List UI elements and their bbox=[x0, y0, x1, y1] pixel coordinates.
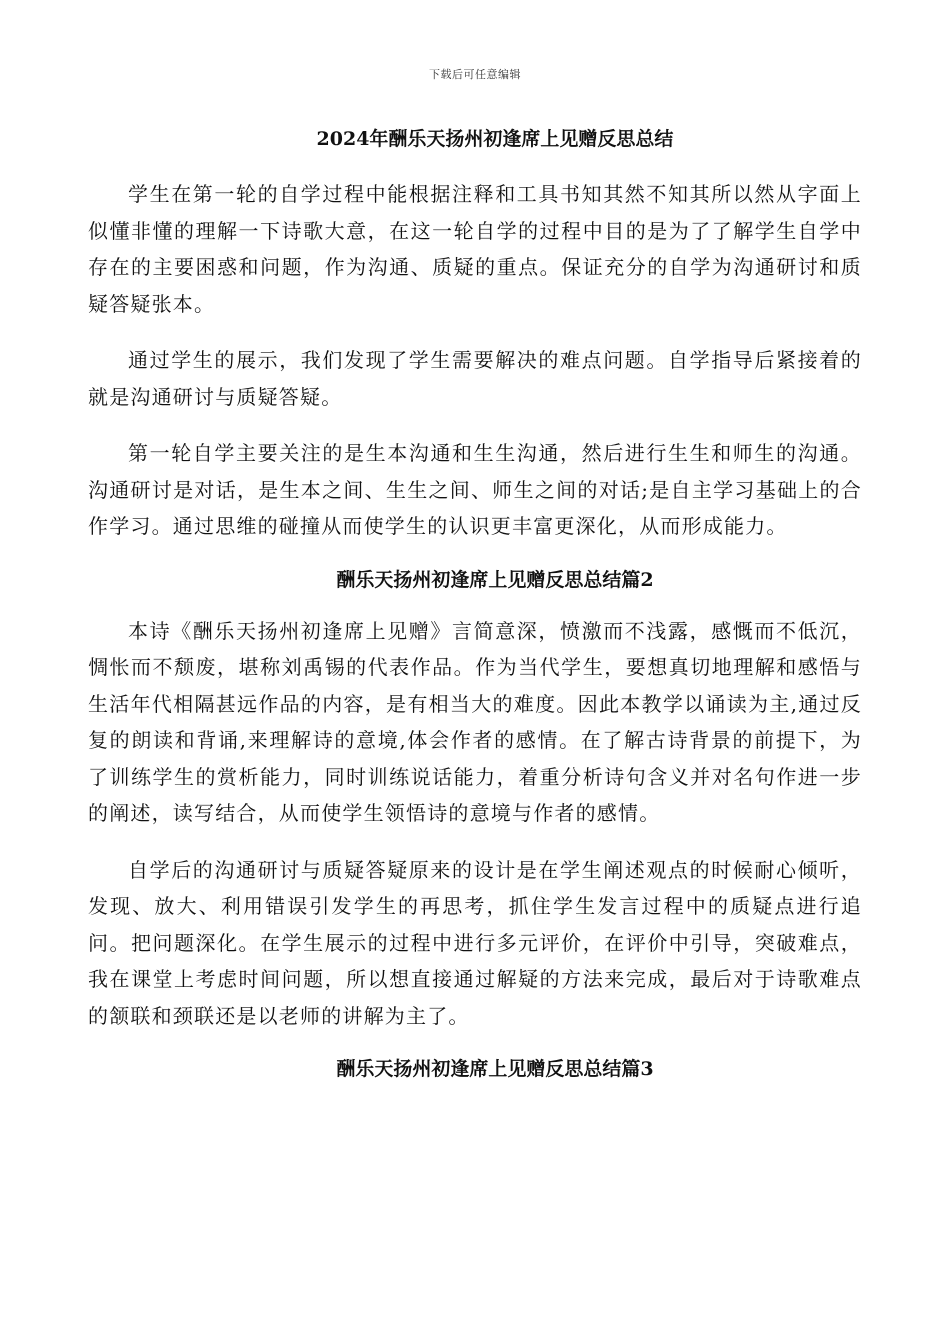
paragraph: 学生在第一轮的自学过程中能根据注释和工具书知其然不知其所以然从字面上似懂非懂的理解一下诗歌大意，在这一轮自学的过程中目的是为了了解学生自学中存在的主要困惑和问题，作为沟通、质疑的重点。保证充分的自学为沟通研讨和质疑答疑张本。 bbox=[88, 182, 862, 316]
paragraph: 第一轮自学主要关注的是生本沟通和生生沟通，然后进行生生和师生的沟通。沟通研讨是对话，是生本之间、生生之间、师生之间的对话;是自主学习基础上的合作学习。通过思维的碰撞从而使学生的认识更丰富更深化，从而形成能力。 bbox=[88, 441, 862, 538]
document-title: 2024年酬乐天扬州初逢席上见赠反思总结 bbox=[316, 128, 674, 150]
section-heading-2: 酬乐天扬州初逢席上见赠反思总结篇2 bbox=[336, 568, 654, 591]
paragraph: 通过学生的展示，我们发现了学生需要解决的难点问题。自学指导后紧接着的就是沟通研讨与质疑答疑。 bbox=[88, 348, 862, 409]
paragraph: 自学后的沟通研讨与质疑答疑原来的设计是在学生阐述观点的时候耐心倾听，发现、放大、利用错误引发学生的再思考，抓住学生发言过程中的质疑点进行追问。把问题深化。在学生展示的过程中进行多元评价，在评价中引导，突破难点，我在课堂上考虑时间问题，所以想直接通过解疑的方法来完成，最后对于诗歌难点的颔联和颈联还是以老师的讲解为主了。 bbox=[88, 857, 862, 1028]
header-note: 下载后可任意编辑 bbox=[429, 68, 521, 81]
section-heading-3: 酬乐天扬州初逢席上见赠反思总结篇3 bbox=[336, 1058, 654, 1080]
document-body bbox=[88, 124, 862, 1102]
paragraph: 本诗《酬乐天扬州初逢席上见赠》言简意深，愤激而不浅露，感慨而不低沉，惆怅而不颓废，堪称刘禹锡的代表作品。作为当代学生，要想真切地理解和感悟与生活年代相隔甚远作品的内容，是有相当大的难度。因此本教学以诵读为主,通过反复的朗读和背诵,来理解诗的意境,体会作者的感情。在了解古诗背景的前提下，为了训练学生的赏析能力，同时训练说话能力，着重分析诗句含义并对名句作进一步的阐述，读写结合，从而使学生领悟诗的意境与作者的感情。 bbox=[88, 618, 862, 825]
